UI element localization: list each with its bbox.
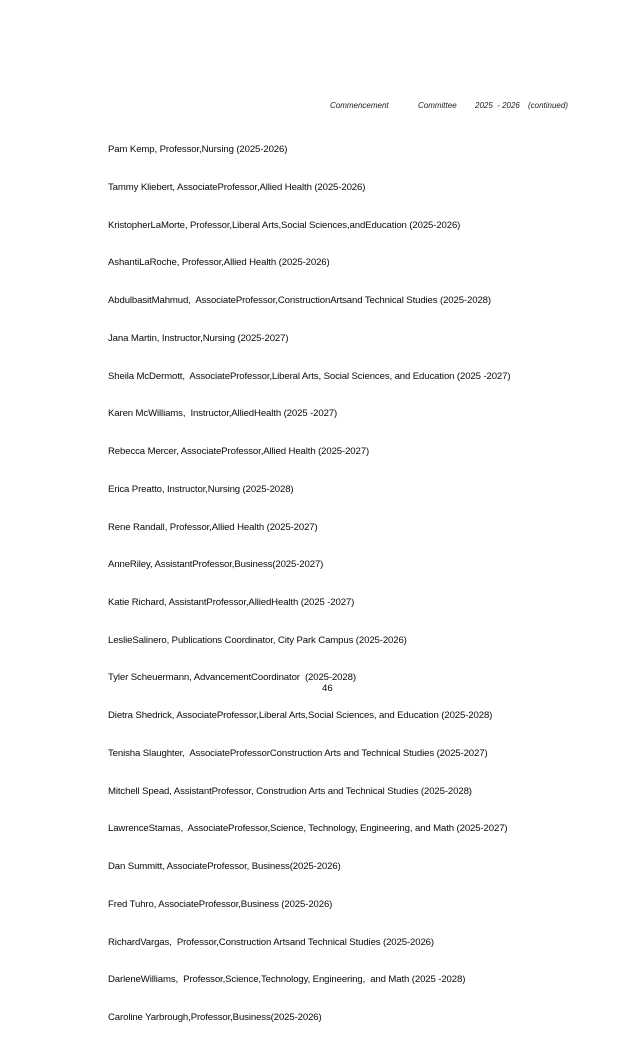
header-title-committee: Committee [418, 100, 457, 110]
member-line: Mitchell Spead, AssistantProfessor, Construdion Arts and Technical Studies (2025-2028) [108, 785, 472, 797]
member-line: AbdulbasitMahmud, AssociateProfessor,ConstructionArtsand Technical Studies (2025-2028) [108, 295, 491, 307]
member-line: RichardVargas, Professor,Construction Artsand Technical Studies (2025-2026) [108, 936, 434, 948]
member-line: Tammy Kliebert, AssociateProfessor,Allied Health (2025-2026) [108, 181, 366, 193]
member-line: LawrenceStamas, AssociateProfessor,Science, Technology, Engineering, and Math (2025-2027) [108, 823, 508, 835]
member-line: Rene Randall, Professor,Allied Health (2025-2027) [108, 521, 318, 533]
member-line: Rebecca Mercer, AssociateProfessor,Allied Health (2025-2027) [108, 446, 370, 458]
member-line: Dan Summitt, AssociateProfessor, Business(2025-2026) [108, 861, 341, 873]
member-line: Pam Kemp, Professor,Nursing (2025-2026) [108, 144, 288, 156]
header-continued-label: (continued) [528, 100, 568, 110]
member-line: KristopherLaMorte, Professor,Liberal Arts,Social Sciences,andEducation (2025-2026) [108, 219, 461, 231]
member-line: AnneRiley, AssistantProfessor,Business(2025-2027) [108, 559, 324, 571]
member-line: Tyler Scheuermann, AdvancementCoordinator (2025-2028) [108, 672, 356, 684]
member-line: Karen McWilliams, Instructor,AlliedHealth (2025 -2027) [108, 408, 338, 420]
member-line: Katie Richard, AssistantProfessor,AlliedHealth (2025 -2027) [108, 596, 355, 608]
header-years: 2025 - 2026 [475, 100, 520, 110]
member-line: Jana Martin, Instructor,Nursing (2025-2027) [108, 332, 289, 344]
page-number: 46 [322, 683, 333, 694]
member-line: LeslieSalinero, Publications Coordinator, City Park Campus (2025-2026) [108, 634, 407, 646]
member-line: AshantiLaRoche, Professor,Allied Health (2025-2026) [108, 257, 330, 269]
committee-member-list [108, 119, 510, 1050]
member-line: Tenisha Slaughter, AssociateProfessorConstruction Arts and Technical Studies (2025-2027) [108, 747, 488, 759]
header-title-commencement: Commencement [330, 100, 389, 110]
member-line: DarleneWilliams, Professor,Science,Technology, Engineering, and Math (2025 -2028) [108, 974, 466, 986]
member-line: Sheila McDermott, AssociateProfessor,Liberal Arts, Social Sciences, and Education (2025 -2027) [108, 370, 511, 382]
member-line: Fred Tuhro, AssociateProfessor,Business (2025-2026) [108, 898, 333, 910]
member-line: Caroline Yarbrough,Professor,Business(2025-2026) [108, 1012, 322, 1024]
member-line: Dietra Shedrick, AssociateProfessor,Liberal Arts,Social Sciences, and Education (2025-2028) [108, 710, 493, 722]
member-line: Erica Preatto, Instructor,Nursing (2025-2028) [108, 483, 294, 495]
